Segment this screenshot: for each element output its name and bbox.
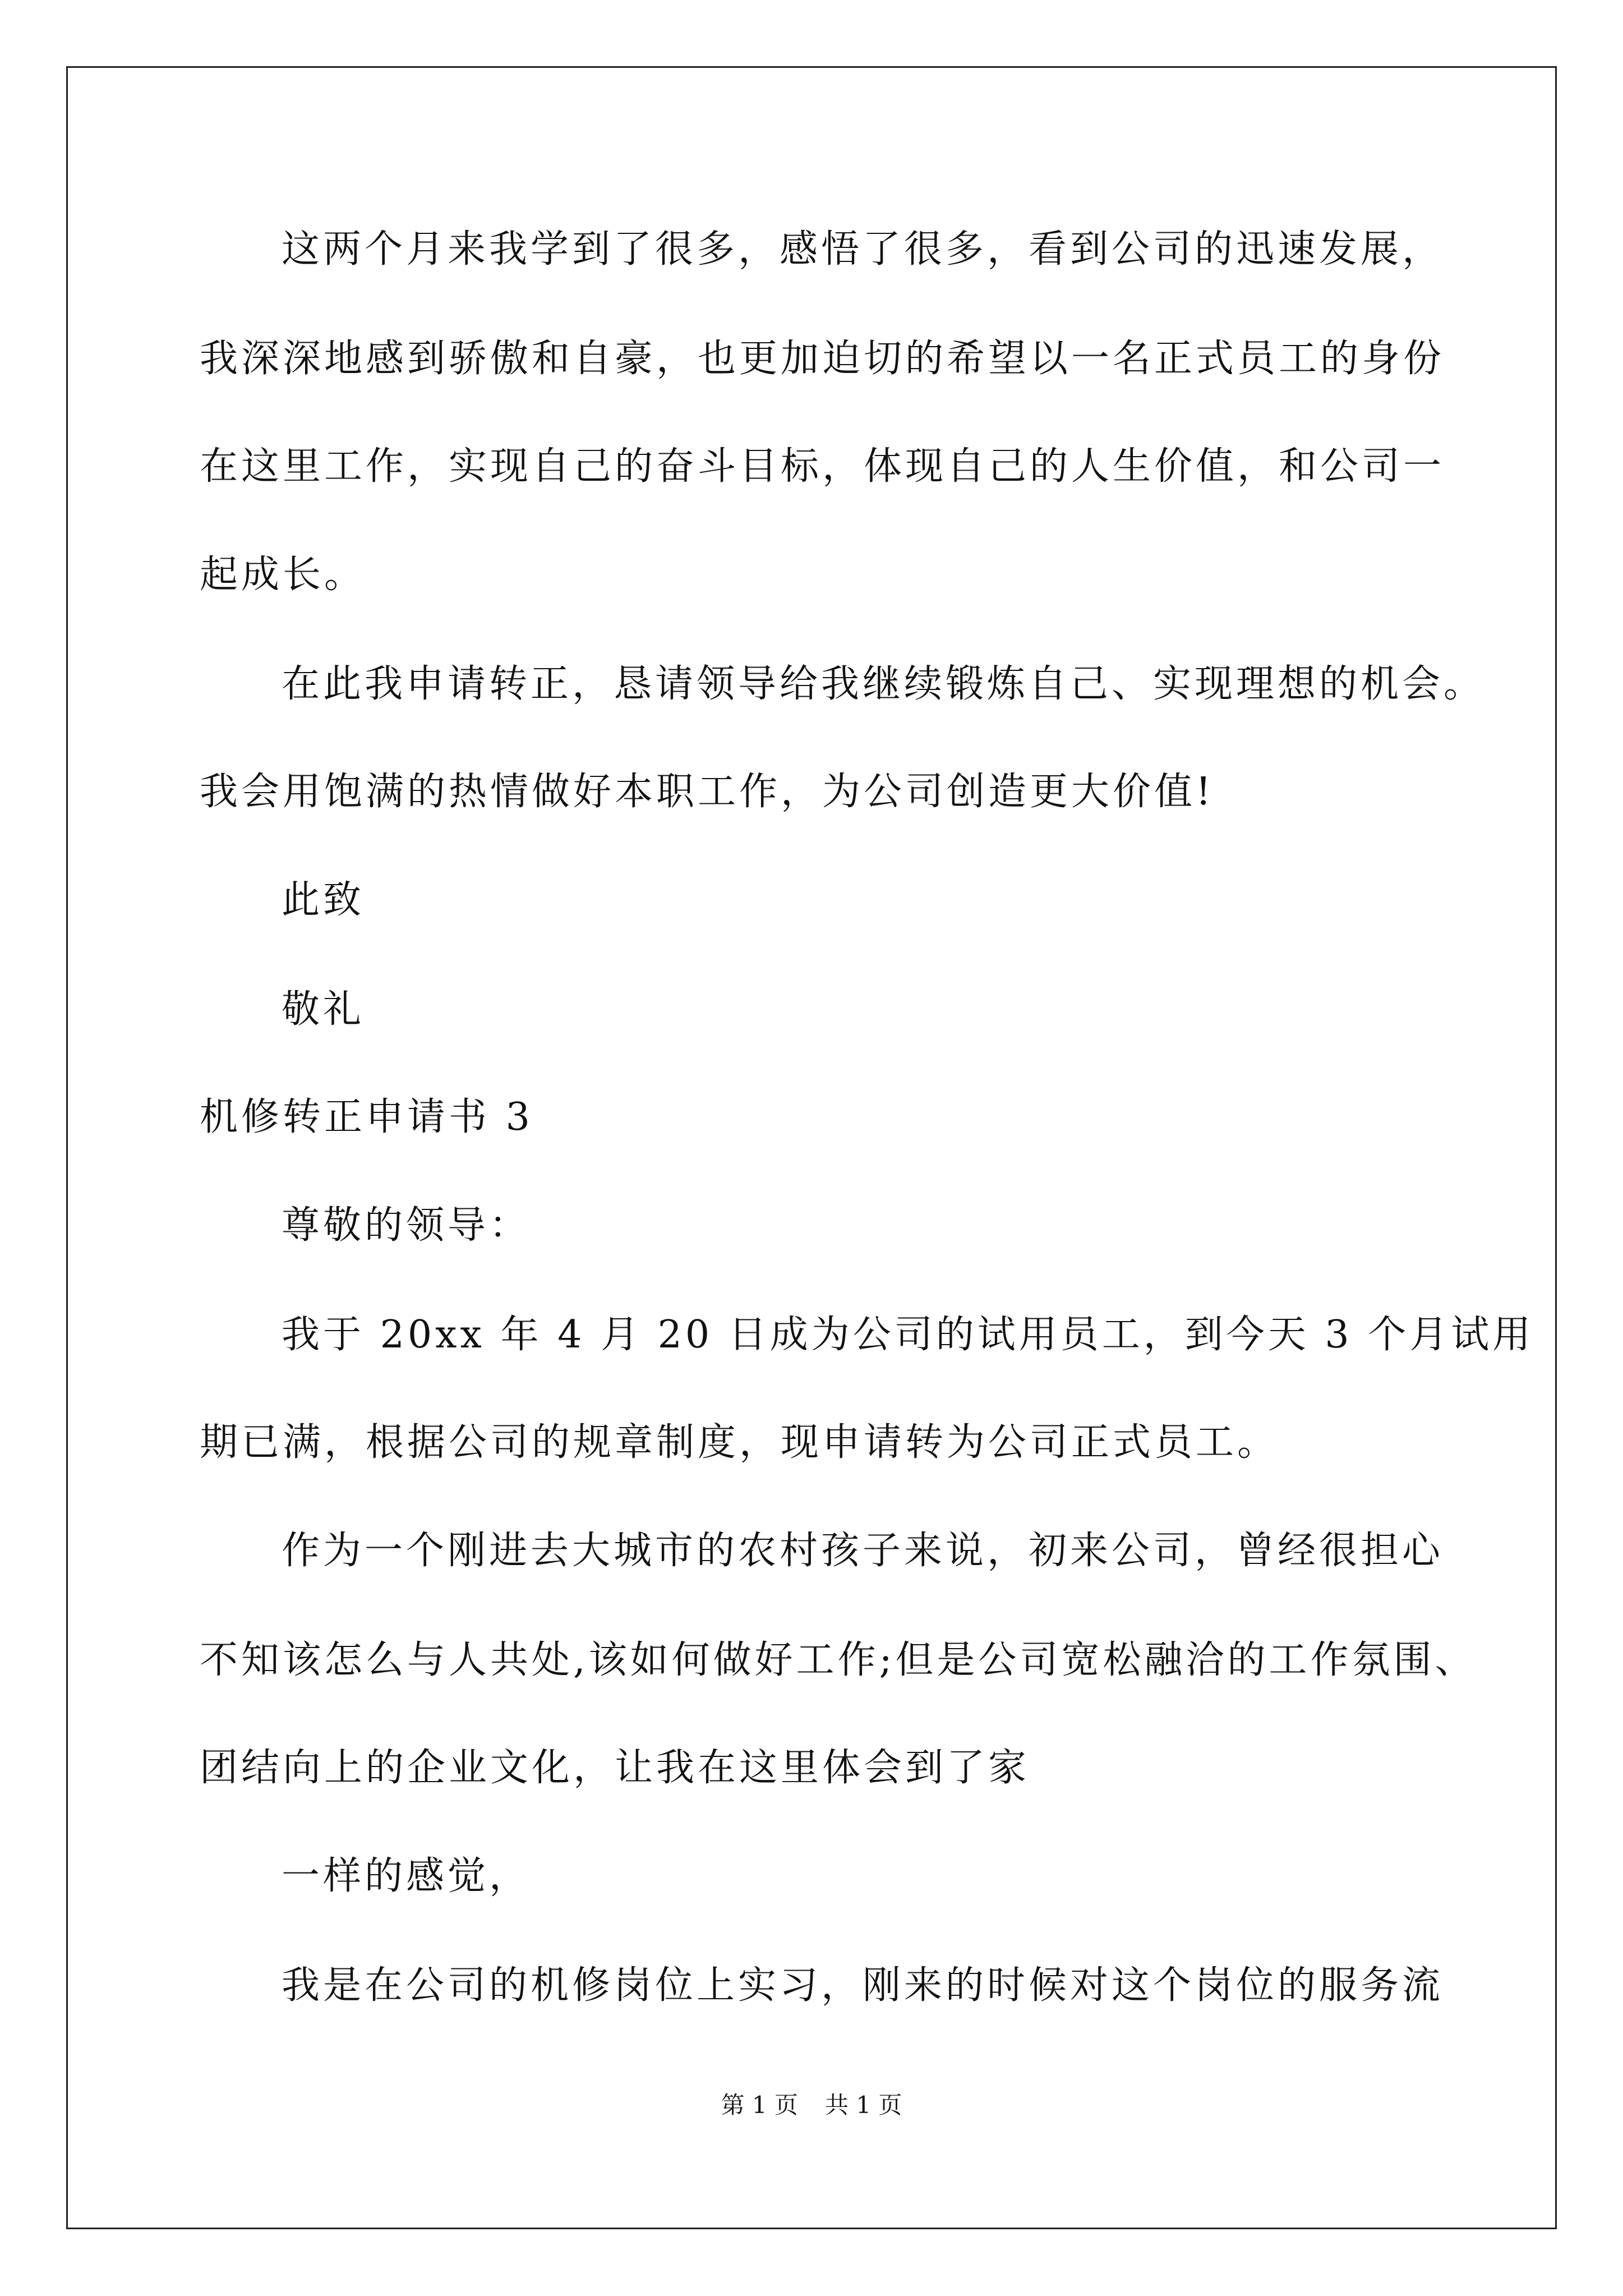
- paragraph-line: 我于 20xx 年 4 月 20 日成为公司的试用员工，到今天 3 个月试用: [282, 1313, 1534, 1357]
- paragraph-line: 我深深地感到骄傲和自豪，也更加迫切的希望以一名正式员工的身份: [200, 337, 1445, 381]
- paragraph-line: 这两个月来我学到了很多，感悟了很多，看到公司的迅速发展，: [282, 227, 1444, 272]
- page-border: [66, 66, 1557, 2229]
- paragraph-line: 团结向上的企业文化，让我在这里体会到了家: [200, 1746, 1030, 1790]
- paragraph-line: 起成长。: [200, 553, 366, 597]
- greeting: 尊敬的领导：: [282, 1203, 531, 1248]
- paragraph-line: 我是在公司的机修岗位上实习，刚来的时候对这个岗位的服务流: [282, 1963, 1444, 2008]
- page-total: 共 1 页: [825, 2091, 902, 2119]
- paragraph-line: 不知该怎么与人共处,该如何做好工作;但是公司宽松融洽的工作氛围、: [200, 1638, 1477, 1682]
- section-heading: 机修转正申请书 3: [200, 1095, 533, 1139]
- closing-salutation: 此致: [282, 878, 365, 922]
- paragraph-line: 在这里工作，实现自己的奋斗目标，体现自己的人生价值，和公司一: [200, 444, 1445, 489]
- paragraph-line: 作为一个刚进去大城市的农村孩子来说，初来公司，曾经很担心: [282, 1529, 1444, 1573]
- page-footer: [0, 2091, 1623, 2119]
- paragraph-line: 在此我申请转正，恳请领导给我继续锻炼自己、实现理想的机会。: [282, 662, 1486, 706]
- paragraph-line: 期已满，根据公司的规章制度，现申请转为公司正式员工。: [200, 1420, 1279, 1465]
- page-number: 第 1 页: [721, 2091, 798, 2119]
- paragraph-line: 我会用饱满的热情做好本职工作，为公司创造更大价值!: [200, 770, 1215, 814]
- closing-regards: 敬礼: [282, 987, 365, 1032]
- paragraph-line: 一样的感觉，: [282, 1854, 531, 1898]
